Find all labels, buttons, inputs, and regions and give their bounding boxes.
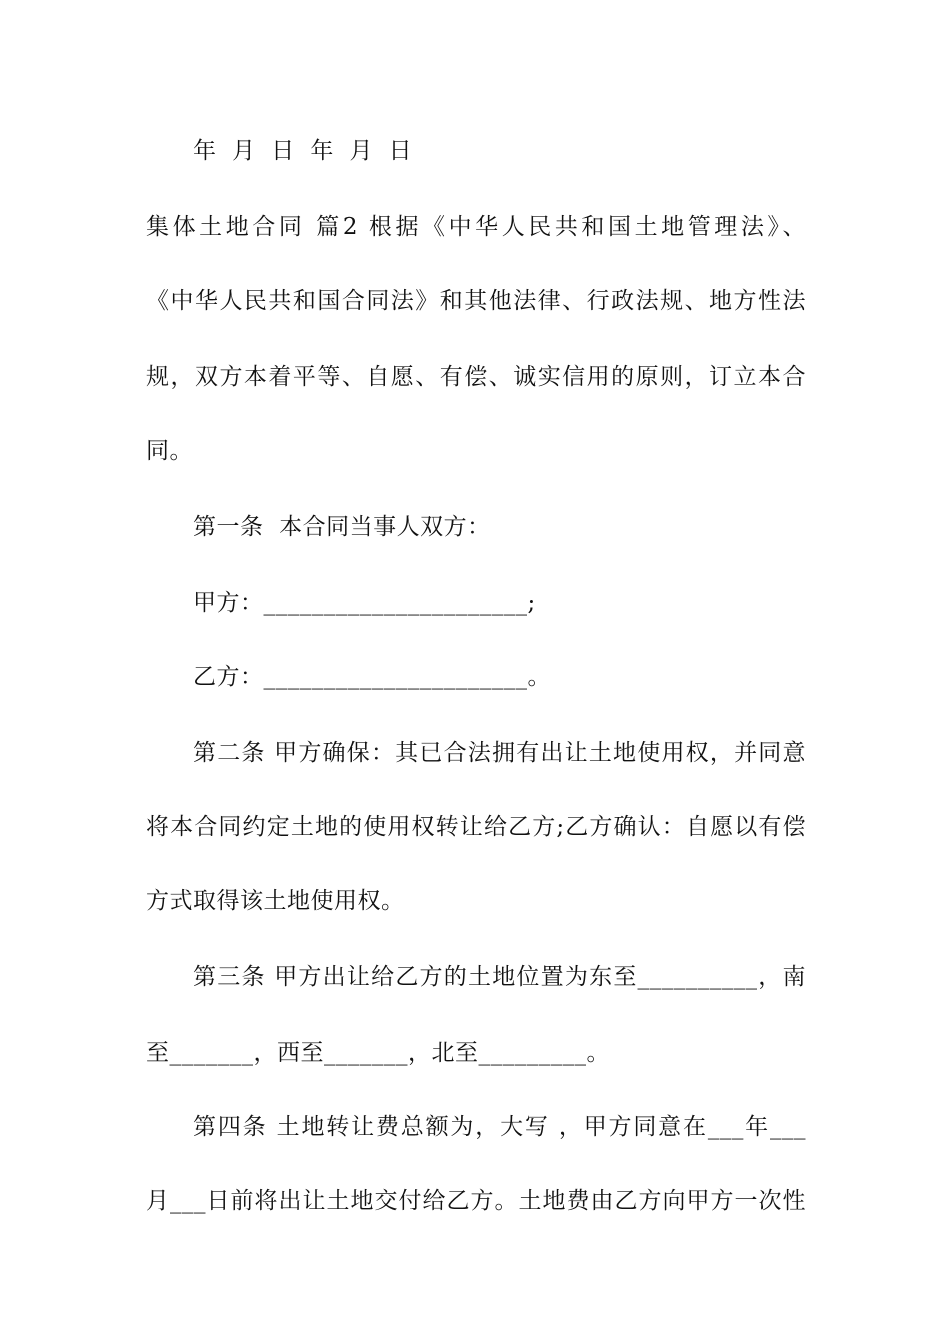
contract-heading-paragraph-line: 集体土地合同 篇2 根据《中华人民共和国土地管理法》、 — [146, 214, 806, 240]
article-2-line: 将本合同约定土地的使用权转让给乙方;乙方确认：自愿以有偿 — [146, 814, 806, 840]
article-4-line: 月___日前将出让土地交付给乙方。土地费由乙方向甲方一次性 — [146, 1188, 806, 1214]
article-2-line: 第二条 甲方确保：其已合法拥有出让土地使用权，并同意 — [193, 740, 806, 766]
party-b-line: 乙方：______________________。 — [193, 664, 551, 690]
date-line: 年 月 日 年 月 日 — [193, 138, 413, 164]
paragraph-line: 规，双方本着平等、自愿、有偿、诚实信用的原则，订立本合 — [146, 364, 806, 390]
article-3-line: 至_______，西至_______，北至_________。 — [146, 1040, 610, 1066]
article-4-line: 第四条 土地转让费总额为，大写 ，甲方同意在___年___ — [193, 1114, 806, 1140]
party-a-line: 甲方：______________________; — [193, 590, 536, 616]
paragraph-line: 同。 — [146, 438, 193, 464]
article-3-line: 第三条 甲方出让给乙方的土地位置为东至__________，南 — [193, 964, 806, 990]
paragraph-line: 《中华人民共和国合同法》和其他法律、行政法规、地方性法 — [146, 288, 806, 314]
article-1-heading: 第一条 本合同当事人双方： — [193, 514, 491, 540]
article-2-line: 方式取得该土地使用权。 — [146, 888, 405, 914]
